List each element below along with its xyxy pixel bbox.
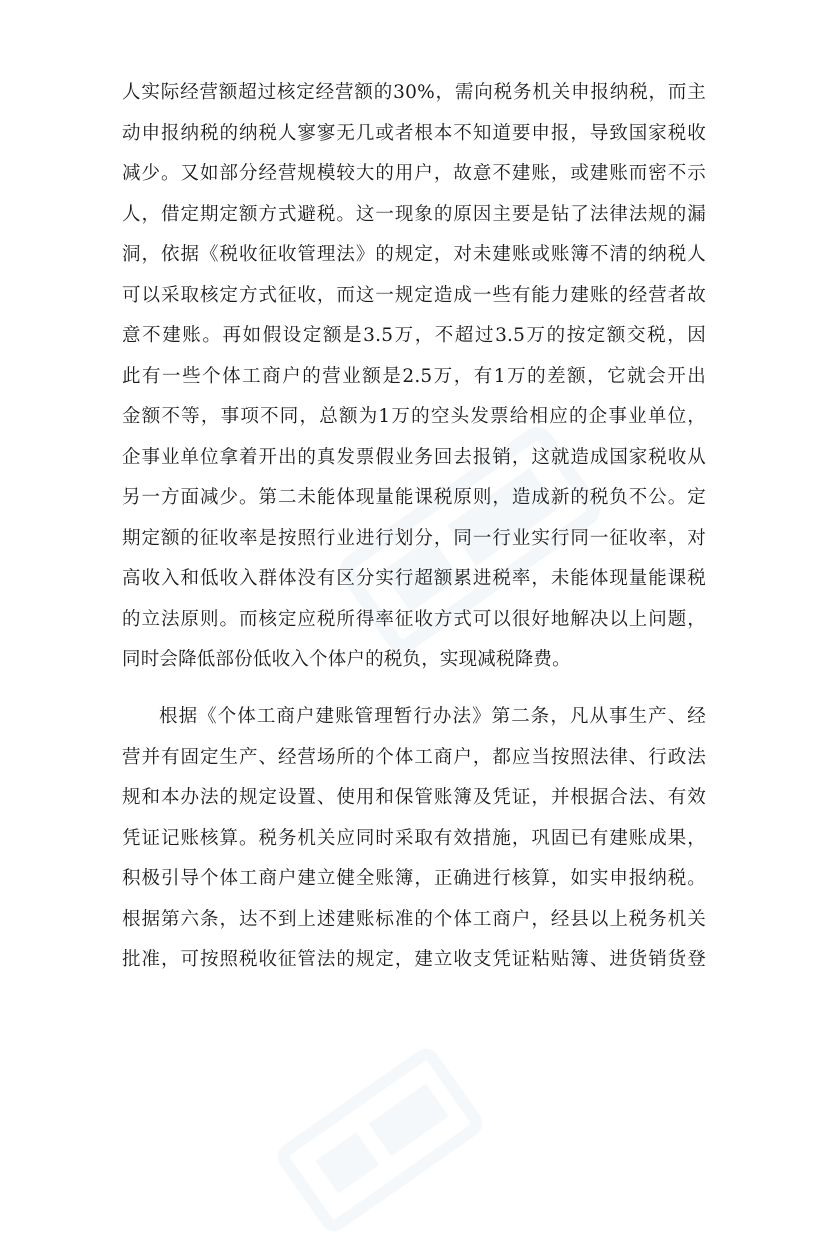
- text-line: 动申报纳税的纳税人寥寥无几或者根本不知道要申报，导致国家税收: [122, 122, 706, 144]
- text-line: 营并有固定生产、经营场所的个体工商户，都应当按照法律、行政法: [122, 746, 706, 768]
- text-line: 可以采取核定方式征收，而这一规定造成一些有能力建账的经营者故: [122, 284, 706, 306]
- text-line: 的立法原则。而核定应税所得率征收方式可以很好地解决以上问题，: [122, 608, 706, 630]
- text-line: 人实际经营额超过核定经营额的30%，需向税务机关申报纳税，而主: [122, 82, 706, 103]
- text-line: 意不建账。再如假设定额是3.5万，不超过3.5万的按定额交税，因: [122, 325, 706, 346]
- text-line: 根据第六条，达不到上述建账标准的个体工商户，经县以上税务机关: [122, 908, 706, 930]
- text-line: 规和本办法的规定设置、使用和保管账簿及凭证，并根据合法、有效: [122, 787, 706, 808]
- text-line: 洞，依据《税收征收管理法》的规定，对未建账或账簿不清的纳税人: [122, 244, 706, 265]
- text-line: 批准，可按照税收征管法的规定，建立收支凭证粘贴簿、进货销货登: [122, 949, 706, 970]
- text-line: 金额不等，事项不同，总额为1万的空头发票给相应的企事业单位，: [122, 406, 706, 427]
- text-line: 此有一些个体工商户的营业额是2.5万，有1万的差额，它就会开出: [122, 365, 706, 387]
- text-line: 期定额的征收率是按照行业进行划分，同一行业实行同一征收率，对: [122, 527, 706, 549]
- text-line: 凭证记账核算。税务机关应同时采取有效措施，巩固已有建账成果，: [122, 827, 706, 849]
- text-line: 高收入和低收入群体没有区分实行超额累进税率，未能体现量能课税: [122, 568, 706, 589]
- text-line: 另一方面减少。第二未能体现量能课税原则，造成新的税负不公。定: [122, 487, 706, 508]
- text-line: 减少。又如部分经营规模较大的用户，故意不建账，或建账而密不示: [122, 163, 706, 184]
- text-line: 根据《个体工商户建账管理暂行办法》第二条，凡从事生产、经: [159, 706, 706, 727]
- text-line: 同时会降低部份低收入个体户的税负，实现减税降费。: [122, 649, 571, 670]
- text-line: 企事业单位拿着开出的真发票假业务回去报销，这就造成国家税收从: [122, 446, 706, 468]
- text-line: 积极引导个体工商户建立健全账簿，正确进行核算，如实申报纳税。: [122, 868, 706, 889]
- watermark-logo-bottom: [264, 1033, 497, 1246]
- text-line: 人，借定期定额方式避税。这一现象的原因主要是钻了法律法规的漏: [122, 203, 706, 225]
